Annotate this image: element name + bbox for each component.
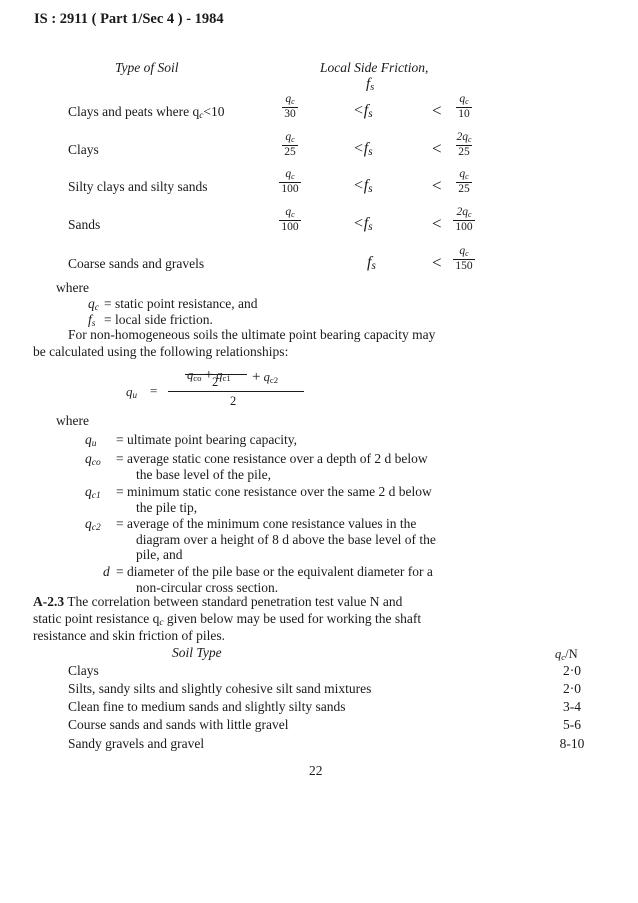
table1-row-upper-fraction: $q_c$ 25 [458,168,470,196]
table1-row-upper-relation: < [432,101,442,120]
definition-text: = static point resistance, and [104,296,258,311]
section-line-3: resistance and skin friction of piles. [33,628,225,643]
definition-text: the base level of the pile, [136,466,271,482]
section-line-1: A-2.3 The correlation between standard penetration test value N and [33,594,403,609]
table1-row-upper-fraction: $2q_c$ 25 [456,131,472,159]
definition-text: = average of the minimum cone resistance values in the [116,516,417,531]
definition-text: = diameter of the pile base or the equivalent diameter for a [116,564,433,579]
definition-text: the pile tip, [136,499,198,515]
table1-row-upper-relation: < [432,176,442,195]
table2-row-ratio: 2·0 [563,681,581,696]
definition-text: = average static cone resistance over a depth of 2 d below [116,451,428,466]
definition-text: = local side friction. [104,312,213,327]
definition-symbol: $q_{c1}$ [85,484,101,501]
table2-col-ratio: $q_c/N$ [555,647,578,662]
table1-row-soil: Clays [68,142,99,157]
table1-row-upper-fraction: $q_c$ 10 [458,93,470,121]
page-number: 22 [309,763,323,778]
table2-row-ratio: 2·0 [563,663,581,678]
document-header: IS : 2911 ( Part 1/Sec 4 ) - 1984 [34,11,224,27]
definition-symbol: $q_u$ [85,432,97,449]
table2-row-soil: Clean fine to medium sands and slightly silty sands [68,699,346,714]
table2-row-soil: Course sands and sands with little gravel [68,717,289,732]
table1-row-upper-relation: < [432,214,442,233]
definition-text: pile, and [136,547,183,562]
table2-row-ratio: 5-6 [563,717,581,732]
formula-inner-numerator: $q_{co} + q_{c1}$ [187,367,231,383]
formula-equals: = [150,383,158,398]
table1-row-soil: Clays and peats where $q_c<10$ [68,104,225,121]
table2-row-soil: Silts, sandy silts and slightly cohesive silt sand mixtures [68,681,372,696]
formula-inner-denominator: 2 [212,375,219,389]
table2-row-soil: Sandy gravels and gravel [68,736,205,751]
table1-row-upper-fraction: $q_c$ 150 [455,245,473,273]
paragraph-line-2: be calculated using the following relationships: [33,344,289,359]
table1-col-friction: Local Side Friction, [320,60,429,75]
definition-text: non-circular cross section. [136,579,279,595]
table2-row-ratio: 8-10 [559,736,585,751]
definition-symbol: d [103,564,110,579]
definition-symbol: $q_{c2}$ [85,516,101,533]
table1-row-lower-fraction: $q_c$ 25 [284,131,296,159]
definition-text: = ultimate point bearing capacity, [116,432,298,447]
table2-row-ratio: 3-4 [563,699,581,714]
table1-row-soil: Silty clays and silty sands [68,179,208,194]
table2-col-soil: Soil Type [172,645,222,660]
table1-row-upper-fraction: $2q_c$ 100 [455,206,473,234]
table1-row-friction: $<f_s$ [353,102,373,120]
table1-col-soil: Type of Soil [115,60,179,75]
definition-text: diagram over a height of 8 d above the base level of the [136,531,436,547]
table1-row-friction: $f_s$ [367,254,376,272]
table1-row-lower-fraction: $q_c$ 100 [281,168,299,196]
table1-row-friction: $<f_s$ [353,215,373,233]
formula-second-term: + $q_{c2}$ [252,369,279,385]
definition-symbol: $f_s$ [88,312,96,329]
table1-row-lower-fraction: $q_c$ 100 [281,206,299,234]
section-line-2: static point resistance $q_c$ given below may be used for working the shaft [33,611,422,628]
formula-lhs: $q_u$ [126,384,138,400]
table1-col-symbol: $f_s$ [366,76,375,93]
formula-outer-bar [168,391,304,392]
definition-symbol: $q_{co}$ [85,451,101,468]
table1-row-soil: Sands [68,217,101,232]
formula-outer-denominator: 2 [230,394,237,408]
table1-row-friction: $<f_s$ [353,177,373,195]
definition-symbol: $q_c$ [88,296,99,313]
table1-row-friction: $<f_s$ [353,140,373,158]
table1-row-upper-relation: < [432,139,442,158]
table1-row-upper-relation: < [432,253,442,272]
paragraph-line-1: For non-homogeneous soils the ultimate point bearing capacity may [68,327,436,342]
table1-row-lower-fraction: $q_c$ 30 [284,93,296,121]
table2-row-soil: Clays [68,663,99,678]
where-label-1: where [56,280,89,295]
where-label-2: where [56,413,89,428]
table1-row-soil: Coarse sands and gravels [68,256,205,271]
definition-text: = minimum static cone resistance over the same 2 d below [116,484,432,499]
